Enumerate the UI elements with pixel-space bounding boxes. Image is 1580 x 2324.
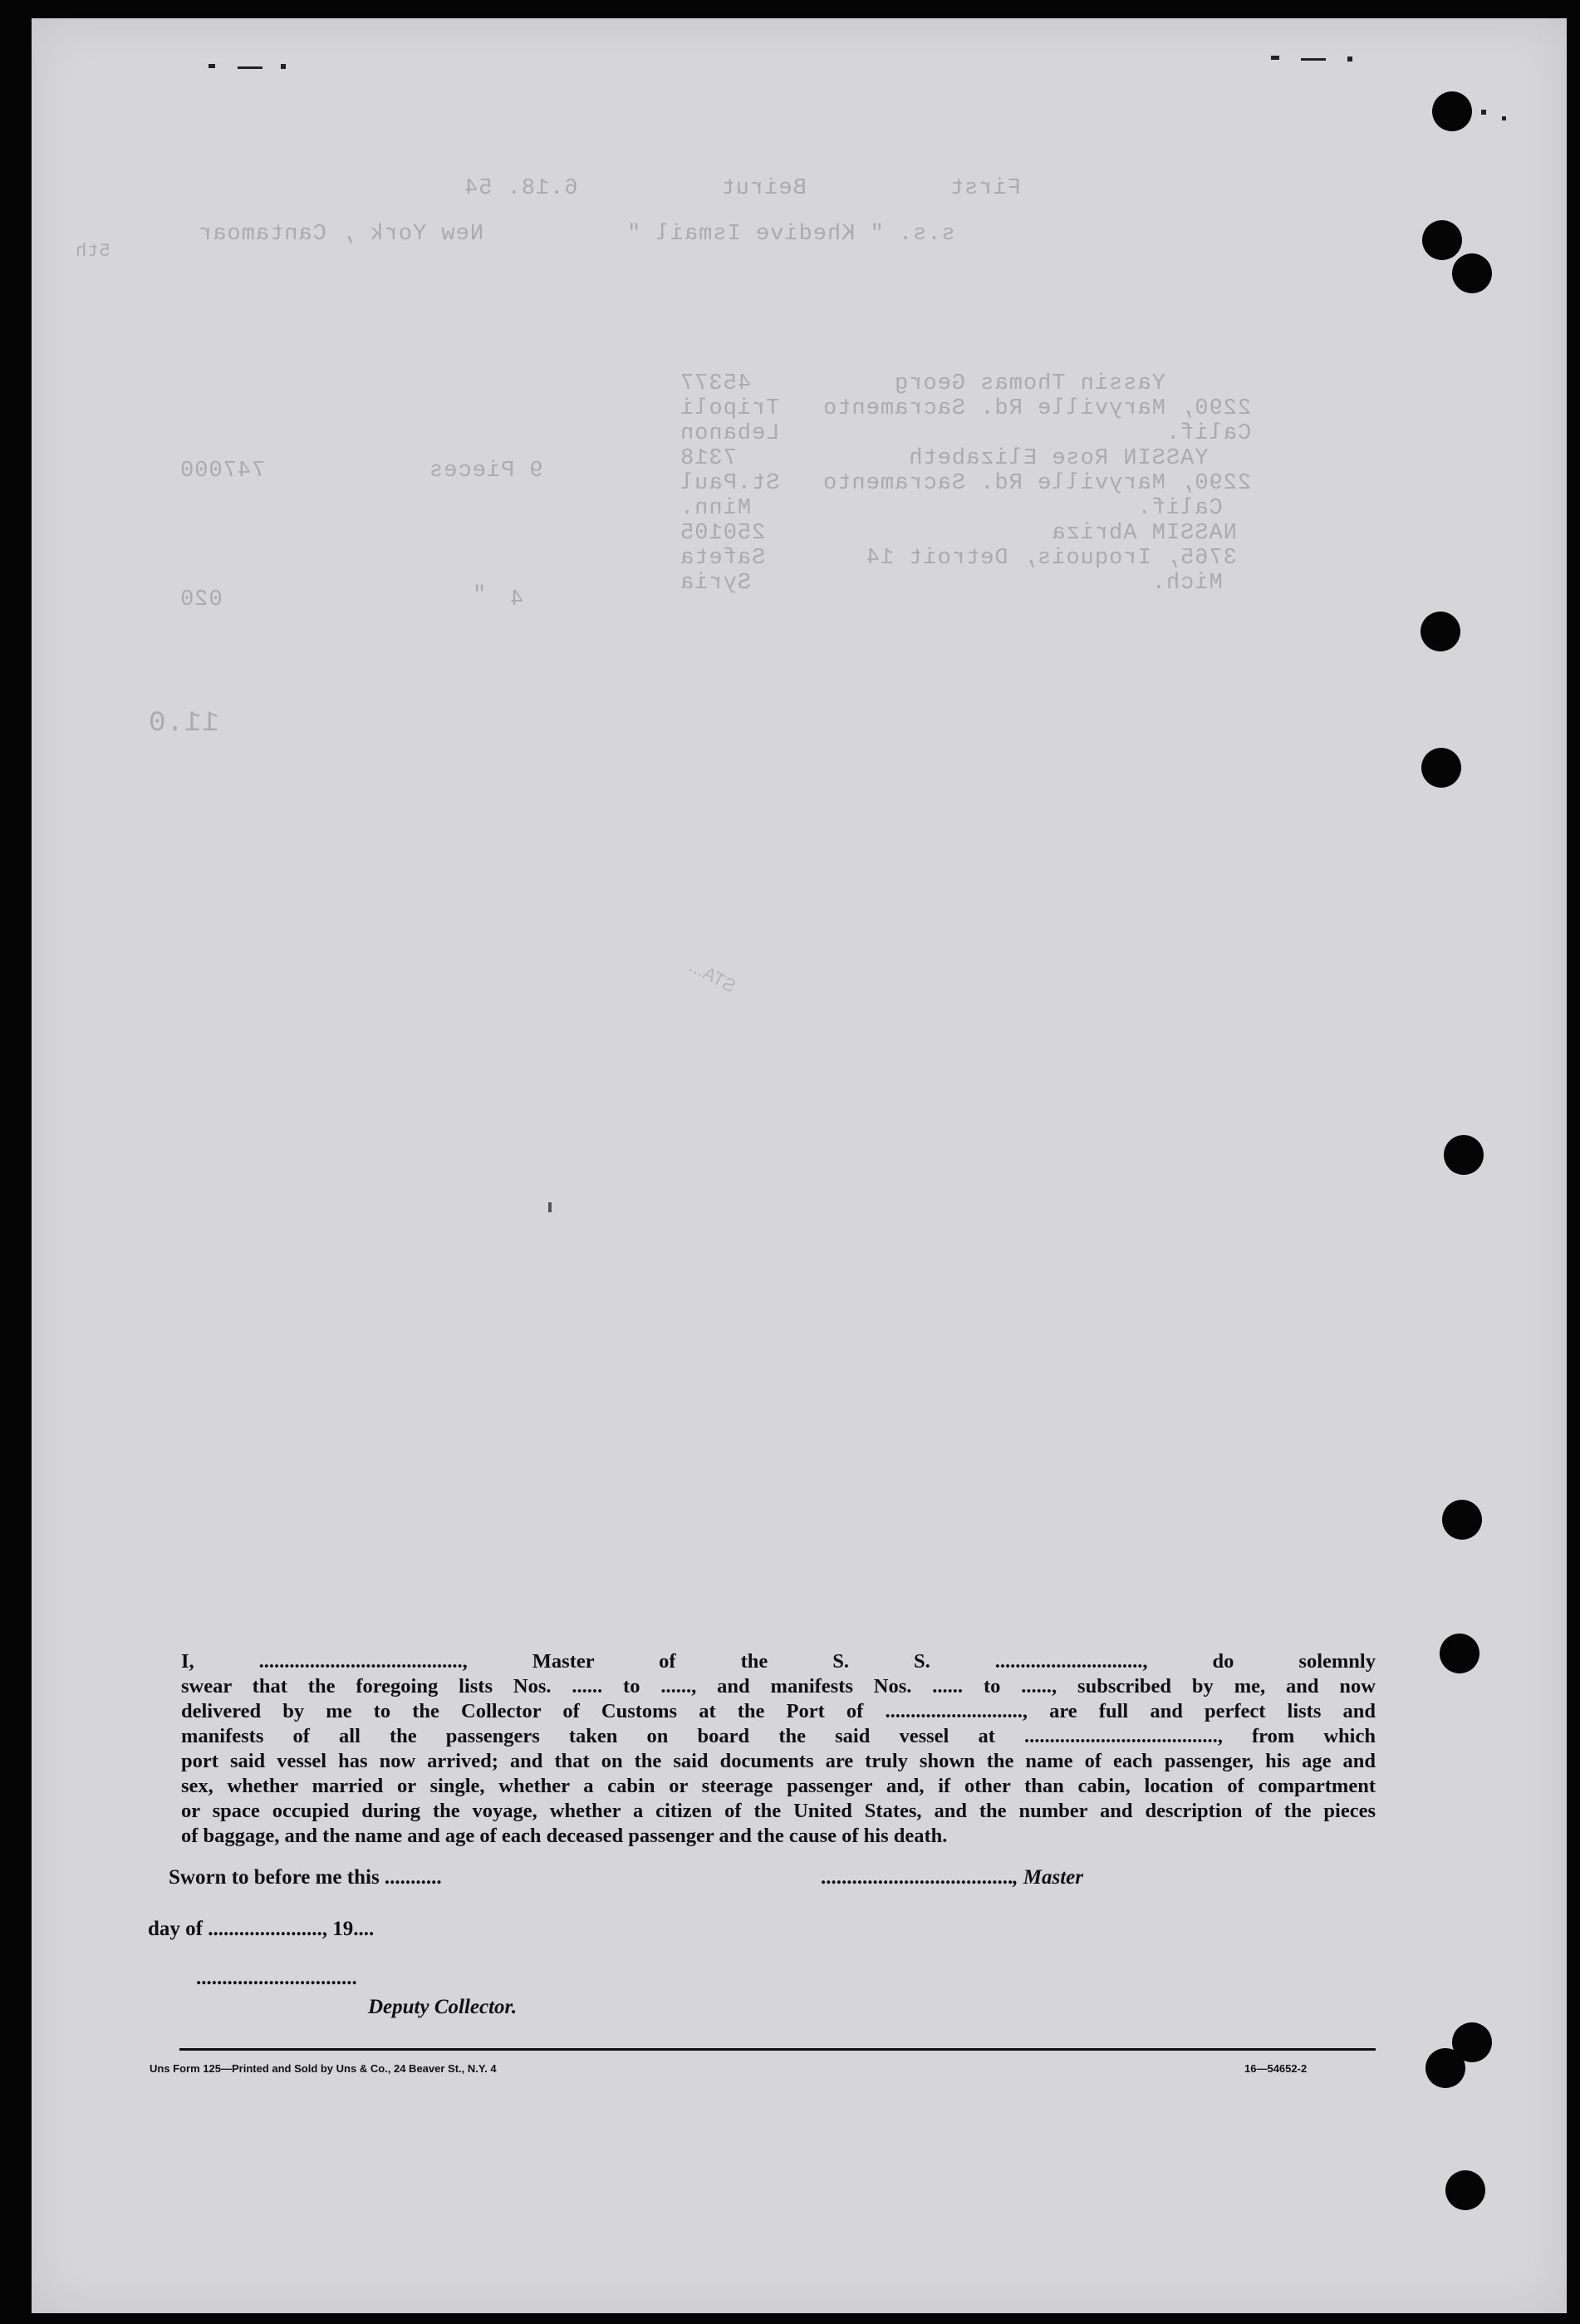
master-label: , Master [1013, 1866, 1083, 1889]
ink-speck [1481, 110, 1486, 115]
punch-hole-icon [1444, 1135, 1484, 1175]
manifest-page [32, 18, 1567, 2313]
bleed-stamp: STA... [685, 955, 740, 997]
day-of-line: day of ......................, 19.... [148, 1918, 375, 1940]
bleed-pieces: 9 Pieces [429, 459, 543, 484]
bleed-sum: 020 [179, 587, 223, 612]
bleed-count: 4 [509, 587, 524, 612]
bleed-row: Mich. Syria [680, 571, 1223, 596]
ink-speck [209, 64, 215, 68]
oath-line: I, ........................................, Master of the S. S. ............................., do solemnly [181, 1650, 1376, 1673]
oath-line: sex, whether married or single, whether a cabin or steerage passenger and, if other than cabin, location of compartment [181, 1775, 1376, 1797]
ink-speck [1347, 57, 1352, 61]
bleed-header: s.s. " Khedive Ismail " New York , Cantamoar [198, 222, 955, 247]
punch-hole-icon [1425, 2048, 1465, 2088]
punch-hole-icon [1445, 2170, 1485, 2210]
sworn-line: Sworn to before me this ........... [169, 1866, 442, 1889]
bleed-total: 11.0 [148, 708, 219, 739]
oath-line: delivered by me to the Collector of Customs at the Port of ..........................., are full and perfect lists and [181, 1700, 1376, 1722]
punch-hole-icon [1421, 612, 1460, 651]
ink-speck [281, 64, 286, 69]
punch-hole-icon [1432, 91, 1472, 131]
bleed-row: 3765, Iroquois, Detroit 14 Safeta [680, 546, 1237, 571]
master-oath [181, 1649, 1376, 1849]
bleed-weight: 747000 [179, 459, 266, 484]
footer-rule [179, 2048, 1376, 2051]
punch-hole-icon [1421, 748, 1461, 788]
bleed-row: YASSIN Rose Elizabeth 7318 [680, 446, 1209, 471]
oath-line: of baggage, and the name and age of each deceased passenger and the cause of his death. [181, 1825, 948, 1847]
bleed-margin-number: 5th [75, 241, 110, 262]
ink-speck [1502, 116, 1506, 120]
punch-hole-icon [1440, 1634, 1479, 1673]
oath-line: swear that the foregoing lists Nos. ...... to ......, and manifests Nos. ...... to ......, subscribed by me, and now [181, 1675, 1376, 1698]
oath-line: port said vessel has now arrived; and that on the said documents are truly shown the name of each passenger, his age and [181, 1750, 1376, 1772]
oath-line: or space occupied during the voyage, whether a citizen of the United States, and the number and description of the pieces [181, 1800, 1376, 1822]
deputy-collector-label: Deputy Collector. [368, 1996, 518, 2018]
punch-hole-icon [1442, 1500, 1482, 1540]
deputy-dots: ............................... [196, 1967, 357, 1989]
bleed-row: 2290, Maryville Rd. Sacramento Tripoli [680, 396, 1252, 421]
bleed-row: NASSIM Abriza 250105 [680, 521, 1237, 546]
ink-speck [1271, 56, 1279, 60]
master-dots: ..................................... [821, 1866, 1013, 1889]
form-number: 16—54652-2 [1244, 2062, 1308, 2075]
master-signature-line [821, 1866, 1083, 1889]
punch-hole-icon [1422, 220, 1462, 260]
ink-speck [548, 1202, 552, 1212]
bleed-row: Yassin Thomas Georg 45377 [680, 371, 1165, 396]
bleed-row: 2290, Maryville Rd. Sacramento St.Paul [680, 471, 1252, 496]
bleed-row: Calif. Minn. [680, 496, 1223, 521]
bleed-ditto: " [472, 583, 487, 608]
bleed-row: Calif. Lebanon [680, 421, 1252, 446]
ink-speck [1301, 58, 1326, 61]
ink-speck [238, 66, 263, 69]
oath-line: manifests of all the passengers taken on board the said vessel at ......................................, from which [181, 1725, 1376, 1747]
form-imprint: Uns Form 125—Printed and Sold by Uns & Co., 24 Beaver St., N.Y. 4 [150, 2062, 497, 2075]
punch-hole-icon [1452, 253, 1492, 293]
bleed-class-row: First Beirut 6.18. 54 [464, 176, 1021, 201]
